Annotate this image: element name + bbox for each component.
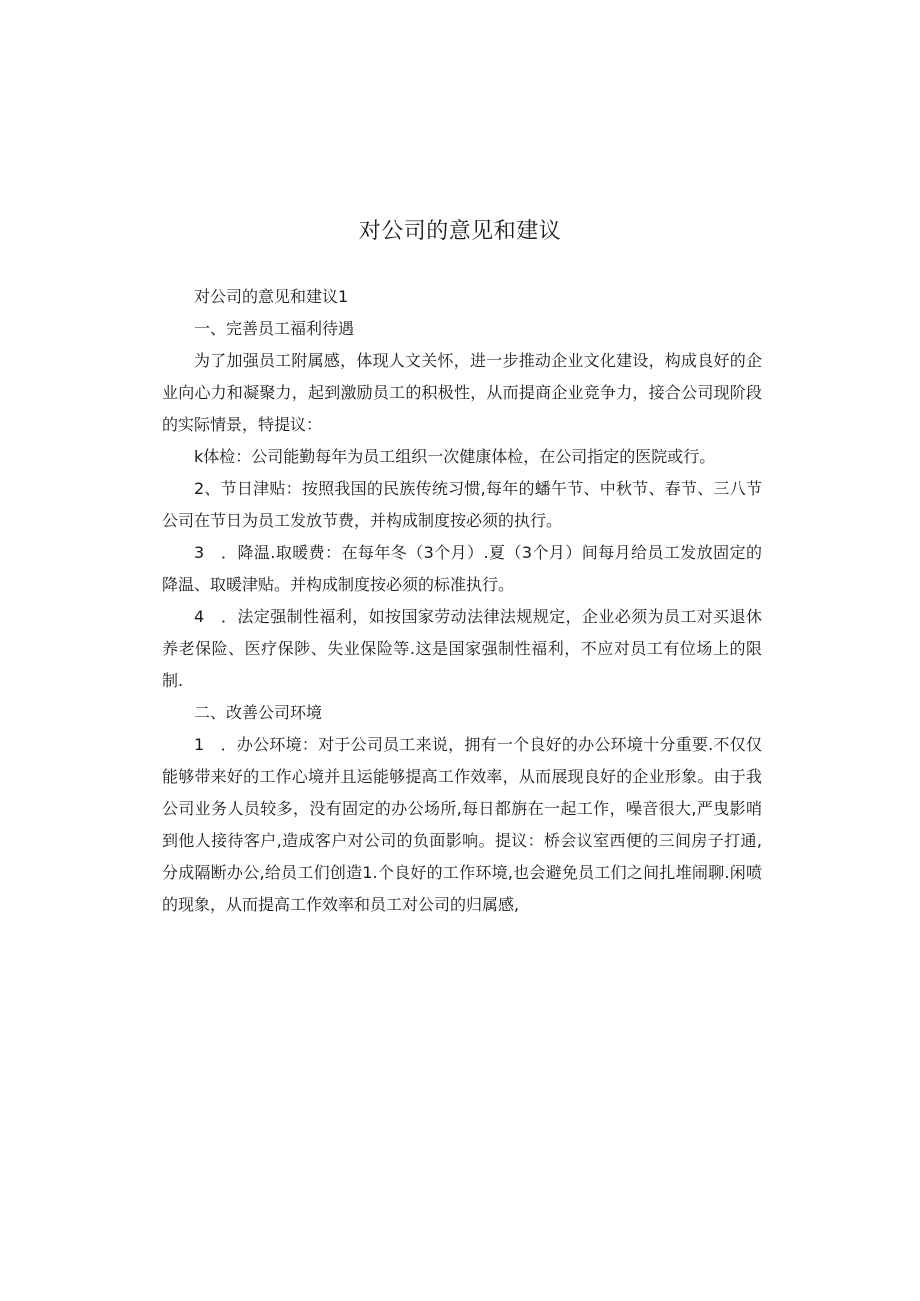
paragraph-item-holiday: 2、节日津贴：按照我国的民族传统习惯,每年的蟠午节、中秋节、春节、三八节公司在节日为员工发放节费，并构成制度按必须的执行。 [162,479,762,530]
paragraph-item-statutory: 4 ．法定强制性福利，如按国家劳动法律法规规定，企业必须为员工对买退休养老保险、医疗保陟、失业保险等.这是国家强制性福利，不应对员工有位场上的限制. [162,607,762,690]
document-title: 对公司的意见和建议 [358,219,562,244]
paragraph-item-checkup: k体检：公司能勤每年为员工组织一次健康体检，在公司指定的医院或行。 [194,447,716,466]
paragraph-item-office: 1 ．办公环境：对于公司员工来说，拥有一个良好的办公环境十分重要.不仅仅能够带来好的工作心境并且运能够提高工作效率，从而展现良好的企业形象。由于我公司业务人员较多，没有固定的办公场所,每日都旃在一起工作，噪音很大,严曳影哨到他人接待客户,造成客户对公司的负面影响。提议：桥会议室西便的三间房子打通,分成隔断办公,给员工们创造1.个良好的工作环境,也会避免员工们之间扎堆闹聊.闲喷的现象，从而提高工作效率和员工对公司的归属感, [162,735,762,914]
section-heading-environment: 二、改善公司环境 [194,703,323,722]
section-heading-welfare: 一、完善员工福利待遇 [194,319,355,338]
paragraph-intro: 为了加强员工附属感，体现人文关怀，进一步推动企业文化建设，构成良好的企业向心力和凝聚力，起到激励员工的积极性，从而提商企业竞争力，接合公司现阶段的实际情景，特提议： [162,351,762,434]
paragraph-subtitle: 对公司的意见和建议1 [194,287,349,306]
paragraph-item-allowance: 3 ．降温.取暖费：在每年冬（3个月）.夏（3个月）间每月给员工发放固定的降温、取暖津贴。并构成制度按必须的标准执行。 [162,543,762,594]
document-body [162,281,762,921]
